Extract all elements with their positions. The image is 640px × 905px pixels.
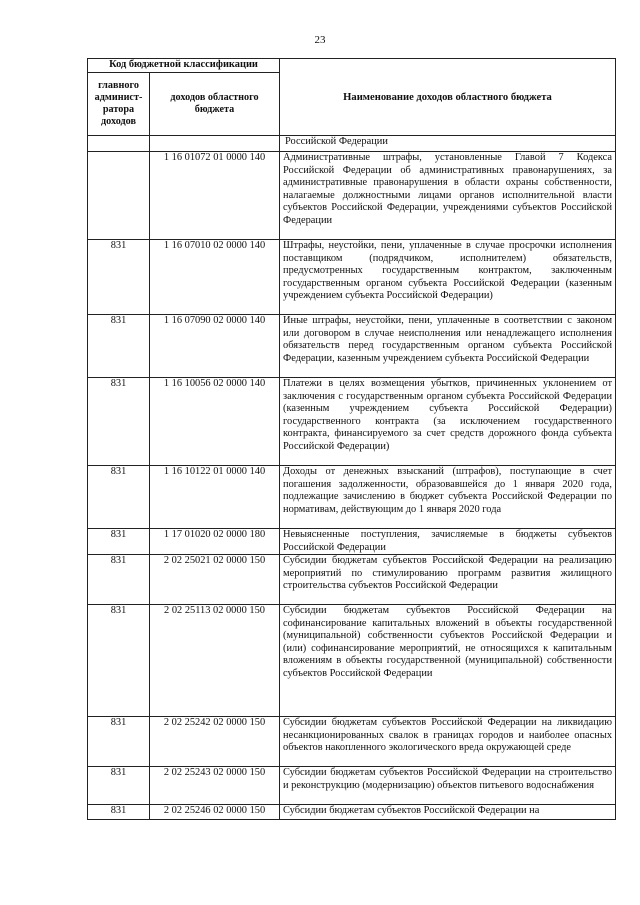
revenue-code-cell: 1 17 01020 02 0000 180 — [150, 529, 280, 555]
admin-code-cell — [88, 136, 150, 152]
admin-code-cell: 831 — [88, 240, 150, 315]
revenue-code-cell — [150, 136, 280, 152]
table-row — [88, 605, 616, 717]
table-row — [88, 466, 616, 529]
revenue-description-cell: Субсидии бюджетам субъектов Российской Федерации на — [280, 805, 616, 820]
revenue-description-cell: Штрафы, неустойки, пени, уплаченные в случае просрочки исполнения поставщиком (подрядчиком, исполнителем) обязательств, предусмотренных государственным контрактом, заключенным государственным органом субъекта Российской Федерации (казенным учреждением субъекта Российской Федерации) — [280, 240, 616, 315]
revenue-description-cell: Субсидии бюджетам субъектов Российской Федерации на софинансирование капитальных вложений в объекты государственной (муниципальной) собственности субъектов Российской Федерации и (или) софинансирование мероприятий, не относящихся к капитальным вложениям в объекты государственной (муниципальной) собственности субъектов Российской Федерации — [280, 605, 616, 717]
table-row — [88, 136, 616, 152]
table-row — [88, 529, 616, 555]
header-admin-code: главного админист-ратора доходов — [88, 73, 150, 136]
admin-code-cell: 831 — [88, 529, 150, 555]
revenue-code-cell: 2 02 25113 02 0000 150 — [150, 605, 280, 717]
revenue-description-cell: Платежи в целях возмещения убытков, причиненных уклонением от заключения с государственным органом субъекта Российской Федерации (казенным учреждением субъекта Российской Федерации) государственного контракта (за исключением государственного контракта, финансируемого за счет средств дорожного фонда субъекта Российской Федерации) — [280, 378, 616, 466]
revenue-description-cell: Административные штрафы, установленные Главой 7 Кодекса Российской Федерации об административных правонарушениях, за административные правонарушения в области охраны собственности, налагаемые должностными лицами органов исполнительной власти субъектов Российской Федерации, учреждениями субъектов Российской Федерации — [280, 152, 616, 240]
revenue-description-cell: Субсидии бюджетам субъектов Российской Федерации на реализацию мероприятий по стимулированию программ развития жилищного строительства субъектов Российской Федерации — [280, 555, 616, 605]
table-row — [88, 805, 616, 820]
revenue-code-cell: 2 02 25246 02 0000 150 — [150, 805, 280, 820]
revenue-description-cell: Субсидии бюджетам субъектов Российской Федерации на ликвидацию несанкционированных свалок в границах городов и наиболее опасных объектов накопленного экологического вреда окружающей среде — [280, 717, 616, 767]
admin-code-cell: 831 — [88, 805, 150, 820]
table-row — [88, 767, 616, 805]
admin-code-cell: 831 — [88, 378, 150, 466]
revenue-code-cell: 1 16 10056 02 0000 140 — [150, 378, 280, 466]
header-revenue-code: доходов областного бюджета — [150, 73, 280, 136]
revenue-classification-table — [87, 58, 616, 820]
header-classification-group: Код бюджетной классификации — [88, 59, 280, 73]
revenue-code-cell: 1 16 07090 02 0000 140 — [150, 315, 280, 378]
header-revenue-name: Наименование доходов областного бюджета — [280, 59, 616, 136]
revenue-code-cell: 2 02 25242 02 0000 150 — [150, 717, 280, 767]
admin-code-cell: 831 — [88, 466, 150, 529]
revenue-description-cell: Субсидии бюджетам субъектов Российской Федерации на строительство и реконструкцию (модернизацию) объектов питьевого водоснабжения — [280, 767, 616, 805]
table-row — [88, 378, 616, 466]
table-row — [88, 240, 616, 315]
admin-code-cell: 831 — [88, 315, 150, 378]
revenue-description-cell: Иные штрафы, неустойки, пени, уплаченные в соответствии с законом или договором в случае неисполнения или ненадлежащего исполнения обязательств перед государственным органом субъекта Российской Федерации, казенным учреждением субъекта Российской Федерации — [280, 315, 616, 378]
table-row — [88, 152, 616, 240]
table-header — [88, 59, 616, 136]
revenue-description-cell: Невыясненные поступления, зачисляемые в бюджеты субъектов Российской Федерации — [280, 529, 616, 555]
revenue-code-cell: 2 02 25021 02 0000 150 — [150, 555, 280, 605]
revenue-code-cell: 1 16 07010 02 0000 140 — [150, 240, 280, 315]
admin-code-cell: 831 — [88, 717, 150, 767]
table-row — [88, 717, 616, 767]
admin-code-cell — [88, 152, 150, 240]
admin-code-cell: 831 — [88, 555, 150, 605]
revenue-code-cell: 1 16 01072 01 0000 140 — [150, 152, 280, 240]
table-row — [88, 555, 616, 605]
admin-code-cell: 831 — [88, 605, 150, 717]
table-row — [88, 315, 616, 378]
revenue-code-cell: 1 16 10122 01 0000 140 — [150, 466, 280, 529]
revenue-description-cell: Доходы от денежных взысканий (штрафов), поступающие в счет погашения задолженности, образовавшейся до 1 января 2020 года, подлежащие зачислению в бюджет субъекта Российской Федерации по нормативам, действующим до 1 января 2020 года — [280, 466, 616, 529]
page-number: 23 — [314, 34, 326, 46]
revenue-description-cell: Российской Федерации — [280, 136, 616, 152]
revenue-code-cell: 2 02 25243 02 0000 150 — [150, 767, 280, 805]
admin-code-cell: 831 — [88, 767, 150, 805]
